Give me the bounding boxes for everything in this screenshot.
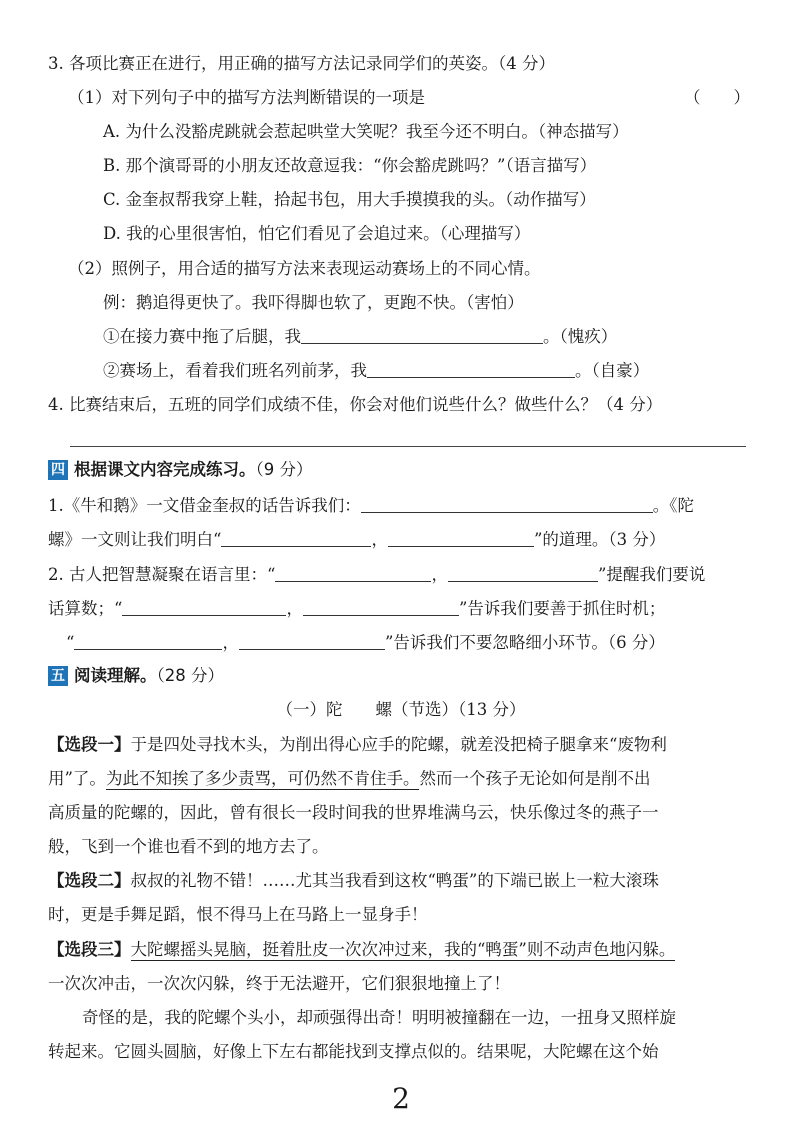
seg2-line2: 时，更是手舞足蹈，恨不得马上在马路上一显身手！ bbox=[48, 905, 428, 924]
fill-line-1 bbox=[103, 325, 617, 349]
s4-q1-prefix: 1.《牛和鹅》一文借金奎叔的话告诉我们： bbox=[48, 496, 361, 515]
s4-q1-line2-suffix: ”的道理。（3 分） bbox=[533, 530, 666, 549]
s4-q2-line2 bbox=[48, 597, 665, 621]
s4-q1-blank-3[interactable] bbox=[388, 528, 534, 547]
s4-q2-line3-prefix: “ bbox=[66, 633, 75, 652]
seg1-line1 bbox=[48, 733, 667, 757]
s4-q2-line1-mid: ， bbox=[431, 565, 448, 584]
s4-q2-line3-suffix: ”告诉我们不要忽略细小环节。（6 分） bbox=[384, 633, 665, 652]
s4-q1-blank-2[interactable] bbox=[221, 528, 371, 547]
seg1-line4: 般，飞到一个谁也看不到的地方去了。 bbox=[48, 837, 329, 856]
s4-q2-line2-prefix: 话算数；“ bbox=[48, 599, 123, 618]
passage-title: （一）陀 螺（节选）（13 分） bbox=[276, 700, 526, 719]
para4-line2: 转起来。它圆头圆脑，好像上下左右都能找到支撑点似的。结果呢，大陀螺在这个始 bbox=[48, 1042, 659, 1061]
section-5-score: （28 分） bbox=[156, 666, 224, 685]
q4-stem: 4. 比赛结束后，五班的同学们成绩不佳，你会对他们说些什么？做些什么？（4 分） bbox=[48, 395, 663, 414]
q4-answer-line[interactable] bbox=[70, 446, 746, 447]
seg1-text-2a: 用”了。 bbox=[48, 769, 106, 788]
s4-q2-line2-suffix: ”告诉我们要善于抓住时机； bbox=[458, 599, 666, 618]
seg2-line1 bbox=[48, 869, 659, 893]
seg1-line3: 高质量的陀螺的，因此，曾有很长一段时间我的世界堆满乌云，快乐像过冬的燕子一 bbox=[48, 803, 659, 822]
s4-q2-blank-6[interactable] bbox=[239, 631, 385, 650]
seg3-line2: 一次次冲击，一次次闪躲，终于无法避开，它们狠狠地撞上了！ bbox=[48, 974, 510, 993]
s4-q2-blank-2[interactable] bbox=[448, 563, 598, 582]
s4-q2-line1 bbox=[48, 563, 705, 587]
s4-q2-line1-prefix: 2. 古人把智慧凝聚在语言里：“ bbox=[48, 565, 276, 584]
s4-q2-blank-1[interactable] bbox=[275, 563, 431, 582]
option-a: A. 为什么没豁虎跳就会惹起哄堂大笑呢？我至今还不明白。（神态描写） bbox=[103, 122, 629, 141]
s4-q1-line2-prefix: 螺》一文则让我们明白“ bbox=[48, 530, 222, 549]
seg2-text-1: 叔叔的礼物不错！……尤其当我看到这枚“鸭蛋”的下端已嵌上一粒大滚珠 bbox=[130, 871, 659, 890]
s4-q2-line3-mid: ， bbox=[222, 633, 239, 652]
seg1-underlined-sentence: 为此不知挨了多少责骂，可仍然不肯住手。 bbox=[105, 769, 420, 788]
section-4-badge: 四 bbox=[48, 460, 68, 480]
seg2-label: 【选段二】 bbox=[48, 871, 131, 890]
section-4-score: （9 分） bbox=[255, 460, 313, 479]
section-4-title: 根据课文内容完成练习。 bbox=[74, 460, 256, 479]
q3-stem: 3. 各项比赛正在进行，用正确的描写方法记录同学们的英姿。（4 分） bbox=[48, 54, 555, 73]
s4-q1-line1 bbox=[48, 494, 694, 518]
page-number: 2 bbox=[392, 1082, 410, 1115]
section-4-heading bbox=[48, 458, 313, 482]
s4-q1-suffix: 。《陀 bbox=[652, 496, 694, 515]
seg1-text-1: 于是四处寻找木头，为削出得心应手的陀螺，就差没把椅子腿拿来“废物利 bbox=[130, 735, 667, 754]
fill-line-2 bbox=[103, 359, 649, 383]
option-c: C. 金奎叔帮我穿上鞋，拾起书包，用大手摸摸我的头。（动作描写） bbox=[103, 190, 596, 209]
q3-sub2: （2）照例子，用合适的描写方法来表现运动赛场上的不同心情。 bbox=[68, 259, 541, 278]
answer-paren[interactable]: （ ） bbox=[684, 88, 750, 107]
s4-q1-line2-mid: ， bbox=[371, 530, 388, 549]
fill-2-prefix: ②赛场上，看着我们班名列前茅，我 bbox=[103, 361, 367, 380]
seg3-line1 bbox=[48, 938, 675, 962]
section-5-heading bbox=[48, 664, 224, 688]
option-b: B. 那个演哥哥的小朋友还故意逗我：“你会豁虎跳吗？”（语言描写） bbox=[103, 156, 597, 175]
s4-q2-blank-5[interactable] bbox=[74, 631, 222, 650]
q3-sub1: （1）对下列句子中的描写方法判断错误的一项是 bbox=[68, 88, 425, 107]
fill-2-suffix: 。（自豪） bbox=[575, 361, 650, 380]
s4-q2-line3 bbox=[66, 631, 665, 655]
fill-1-suffix: 。（愧疚） bbox=[543, 327, 618, 346]
s4-q1-line2 bbox=[48, 528, 665, 552]
seg3-underlined-sentence: 大陀螺摇头晃脑，挺着肚皮一次次冲过来，我的“鸭蛋”则不动声色地闪躲。 bbox=[130, 940, 676, 959]
seg3-label: 【选段三】 bbox=[48, 940, 131, 959]
seg1-text-2b: 然而一个孩子无论如何是削不出 bbox=[419, 769, 651, 788]
seg1-label: 【选段一】 bbox=[48, 735, 131, 754]
s4-q2-blank-4[interactable] bbox=[303, 597, 459, 616]
fill-2-blank[interactable] bbox=[367, 359, 575, 378]
option-d: D. 我的心里很害怕，怕它们看见了会追过来。（心理描写） bbox=[103, 224, 531, 243]
fill-1-prefix: ①在接力赛中拖了后腿，我 bbox=[103, 327, 301, 346]
s4-q2-line1-suffix: ”提醒我们要说 bbox=[597, 565, 706, 584]
s4-q2-line2-mid: ， bbox=[286, 599, 303, 618]
section-5-title: 阅读理解。 bbox=[74, 666, 157, 685]
s4-q2-blank-3[interactable] bbox=[122, 597, 286, 616]
example-sentence: 例：鹅追得更快了。我吓得脚也软了，更跑不快。（害怕） bbox=[103, 293, 524, 312]
para4-line1: 奇怪的是，我的陀螺个头小，却顽强得出奇！明明被撞翻在一边，一扭身又照样旋 bbox=[82, 1008, 676, 1027]
seg1-line2 bbox=[48, 767, 650, 791]
fill-1-blank[interactable] bbox=[301, 325, 543, 344]
s4-q1-blank-1[interactable] bbox=[361, 494, 653, 513]
section-5-badge: 五 bbox=[48, 666, 68, 686]
